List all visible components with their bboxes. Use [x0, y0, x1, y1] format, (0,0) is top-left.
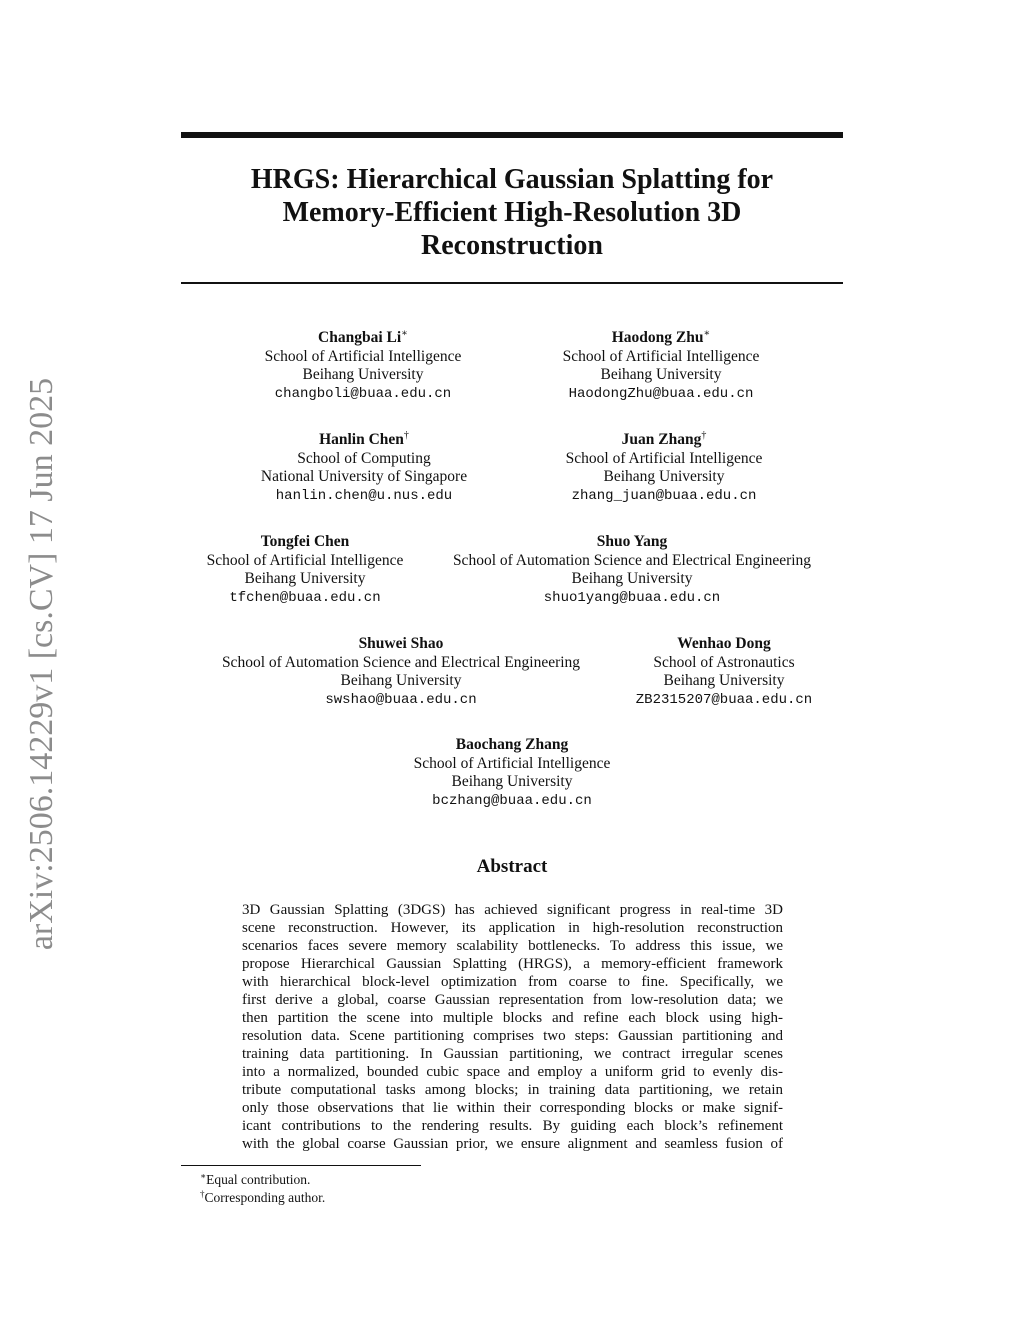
- author-email[interactable]: hanlin.chen@u.nus.edu: [275, 487, 453, 504]
- footnote-equal-contribution: ∗Equal contribution.: [200, 1171, 311, 1187]
- abstract-line: tribute computational tasks among blocks; in training data partitioning, we retain: [242, 1082, 783, 1098]
- author-email[interactable]: bczhang@buaa.edu.cn: [432, 792, 592, 809]
- abstract-line: scene reconstruction. However, its application in high-resolution reconstruction: [242, 920, 783, 936]
- author-block-changbai-li: [265, 329, 462, 403]
- author-affiliation: Beihang University: [571, 570, 693, 587]
- paper-title: [181, 163, 843, 262]
- author-block-tongfei-chen: [207, 533, 404, 607]
- author-name: Haodong Zhu∗: [611, 328, 711, 346]
- footnote-corresponding-author: †Corresponding author.: [200, 1189, 326, 1205]
- author-email[interactable]: shuo1yang@buaa.edu.cn: [543, 589, 721, 606]
- author-affiliation: School of Astronautics: [653, 653, 795, 671]
- author-affiliation: School of Artificial Intelligence: [413, 754, 611, 772]
- author-affiliation: School of Computing: [297, 449, 431, 467]
- author-email[interactable]: ZB2315207@buaa.edu.cn: [635, 691, 813, 708]
- abstract-line: 3D Gaussian Splatting (3DGS) has achieved significant progress in real-time 3D: [242, 902, 783, 918]
- author-name: Hanlin Chen†: [319, 430, 409, 448]
- author-name: Wenhao Dong: [677, 635, 771, 652]
- author-email[interactable]: HaodongZhu@buaa.edu.cn: [568, 385, 754, 402]
- author-affiliation: School of Artificial Intelligence: [565, 449, 763, 467]
- abstract-line: only those observations that lie within their corresponding blocks or make signif-: [242, 1100, 783, 1116]
- title-line-1: HRGS: Hierarchical Gaussian Splatting for: [250, 164, 774, 195]
- author-affiliation: Beihang University: [603, 468, 725, 485]
- abstract-line: with hierarchical block-level optimization from coarse to fine. Specifically, we: [242, 974, 783, 990]
- author-block-wenhao-dong: [636, 635, 812, 709]
- author-email[interactable]: changboli@buaa.edu.cn: [274, 385, 452, 402]
- abstract-line: icant contributions to the rendering results. By guiding each block’s refinement: [242, 1118, 783, 1134]
- abstract-line: scenarios faces severe memory scalability bottlenecks. To address this issue, we: [242, 938, 783, 954]
- author-name: Baochang Zhang: [455, 736, 569, 753]
- author-name: Shuo Yang: [596, 533, 668, 550]
- author-name: Shuwei Shao: [358, 635, 444, 652]
- title-line-2: Memory-Efficient High-Resolution 3D: [282, 197, 742, 228]
- author-name: Tongfei Chen: [260, 533, 350, 550]
- author-affiliation: School of Automation Science and Electrical Engineering: [452, 551, 812, 569]
- author-block-haodong-zhu: [563, 329, 760, 403]
- author-block-shuo-yang: [453, 533, 811, 607]
- author-affiliation: Beihang University: [302, 366, 424, 383]
- abstract-line: resolution data. Scene partitioning comprises two steps: Gaussian partitioning and: [242, 1028, 783, 1044]
- abstract-line: into a normalized, bounded cubic space and employ a uniform grid to evenly dis-: [242, 1064, 783, 1080]
- abstract-line: with the global coarse Gaussian prior, we ensure alignment and seamless fusion of: [242, 1136, 783, 1152]
- author-email[interactable]: swshao@buaa.edu.cn: [325, 691, 477, 708]
- author-affiliation: Beihang University: [663, 672, 785, 689]
- title-line-3: Reconstruction: [421, 230, 603, 261]
- author-affiliation: Beihang University: [340, 672, 462, 689]
- abstract-heading: Abstract: [476, 856, 548, 877]
- author-affiliation: School of Artificial Intelligence: [264, 347, 462, 365]
- author-block-juan-zhang: [566, 431, 763, 505]
- author-email[interactable]: tfchen@buaa.edu.cn: [229, 589, 381, 606]
- abstract-line: training data partitioning. In Gaussian partitioning, we contract irregular scenes: [242, 1046, 783, 1062]
- footnotes: [200, 1171, 325, 1207]
- author-name: Juan Zhang†: [621, 430, 707, 448]
- abstract-body: [242, 901, 783, 1153]
- author-affiliation: National University of Singapore: [260, 468, 468, 485]
- arxiv-identifier-stamp: arXiv:2506.14229v1 [cs.CV] 17 Jun 2025: [23, 377, 60, 951]
- abstract-line: first derive a global, coarse Gaussian representation from low-resolution data; we: [242, 992, 783, 1008]
- author-block-hanlin-chen: [261, 431, 467, 505]
- author-affiliation: School of Artificial Intelligence: [206, 551, 404, 569]
- author-email[interactable]: zhang_juan@buaa.edu.cn: [571, 487, 757, 504]
- author-name: Changbai Li∗: [318, 328, 408, 346]
- author-affiliation: Beihang University: [244, 570, 366, 587]
- footnote-rule: [181, 1165, 421, 1166]
- abstract-line: then partition the scene into multiple blocks and refine each block using high-: [242, 1010, 783, 1026]
- author-block-baochang-zhang: [414, 736, 611, 810]
- title-bottom-rule: [181, 282, 843, 284]
- abstract-line: propose Hierarchical Gaussian Splatting (HRGS), a memory-efficient framework: [242, 956, 783, 972]
- author-block-shuwei-shao: [222, 635, 580, 709]
- author-affiliation: School of Artificial Intelligence: [562, 347, 760, 365]
- title-top-rule: [181, 132, 843, 138]
- author-affiliation: Beihang University: [600, 366, 722, 383]
- author-affiliation: School of Automation Science and Electrical Engineering: [221, 653, 581, 671]
- author-affiliation: Beihang University: [451, 773, 573, 790]
